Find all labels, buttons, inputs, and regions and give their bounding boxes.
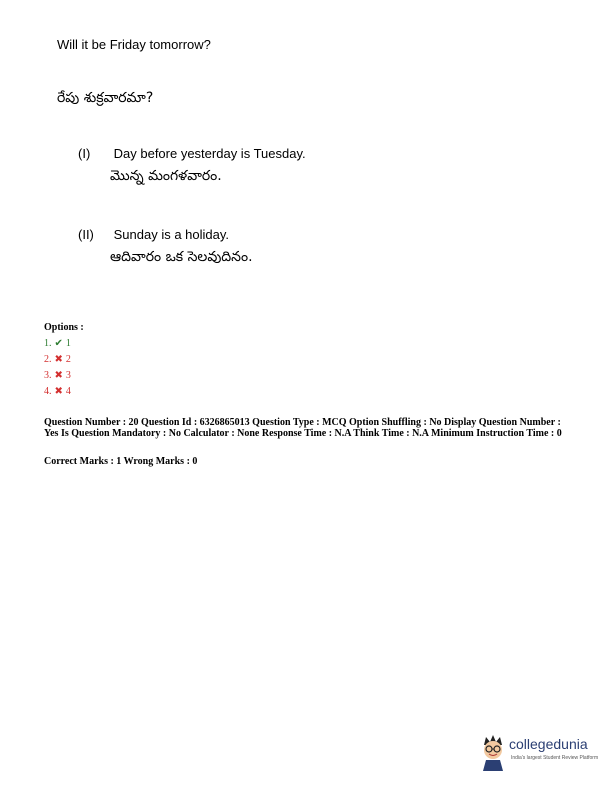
option-3 bbox=[44, 370, 71, 381]
option-value: 4 bbox=[65, 386, 71, 397]
statement-english: Sunday is a holiday. bbox=[113, 227, 230, 242]
logo-tagline: India's largest Student Review Platform bbox=[511, 755, 599, 761]
check-icon: ✔ bbox=[54, 338, 63, 349]
logo-text: collegedunia bbox=[509, 736, 588, 752]
option-1 bbox=[44, 338, 71, 349]
option-index: 4. bbox=[44, 386, 52, 397]
cross-icon: ✖ bbox=[54, 370, 63, 381]
statement-number: (I) bbox=[78, 146, 91, 161]
question-telugu: రేపు శుక్రవారమా? bbox=[57, 90, 154, 106]
option-value: 3 bbox=[65, 370, 71, 381]
option-2 bbox=[44, 354, 71, 365]
option-index: 3. bbox=[44, 370, 52, 381]
statement-telugu: మొన్న మంగళవారం. bbox=[110, 168, 222, 184]
question-metadata: Question Number : 20 Question Id : 6326865013 Question Type : MCQ Option Shuffling : No Display Question Number : Yes Is Question Mandatory : No Calculator : None Response Time : N.A Think Time : N.A Minimum Instruction Time : 0 bbox=[44, 417, 562, 439]
cross-icon: ✖ bbox=[54, 354, 63, 365]
statement-english: Day before yesterday is Tuesday. bbox=[113, 146, 306, 161]
statement-2 bbox=[78, 227, 253, 265]
mascot-icon bbox=[478, 733, 508, 771]
option-index: 1. bbox=[44, 338, 52, 349]
option-index: 2. bbox=[44, 354, 52, 365]
question-english: Will it be Friday tomorrow? bbox=[57, 37, 211, 52]
statement-1 bbox=[78, 146, 306, 184]
marks-info: Correct Marks : 1 Wrong Marks : 0 bbox=[44, 456, 198, 467]
statement-telugu: ఆదివారం ఒక సెలవుదినం. bbox=[110, 249, 253, 265]
collegedunia-logo bbox=[478, 733, 606, 773]
statement-number: (II) bbox=[78, 227, 94, 242]
option-value: 1 bbox=[65, 338, 71, 349]
option-value: 2 bbox=[65, 354, 71, 365]
cross-icon: ✖ bbox=[54, 386, 63, 397]
option-4 bbox=[44, 386, 71, 397]
options-title: Options : bbox=[44, 322, 84, 333]
